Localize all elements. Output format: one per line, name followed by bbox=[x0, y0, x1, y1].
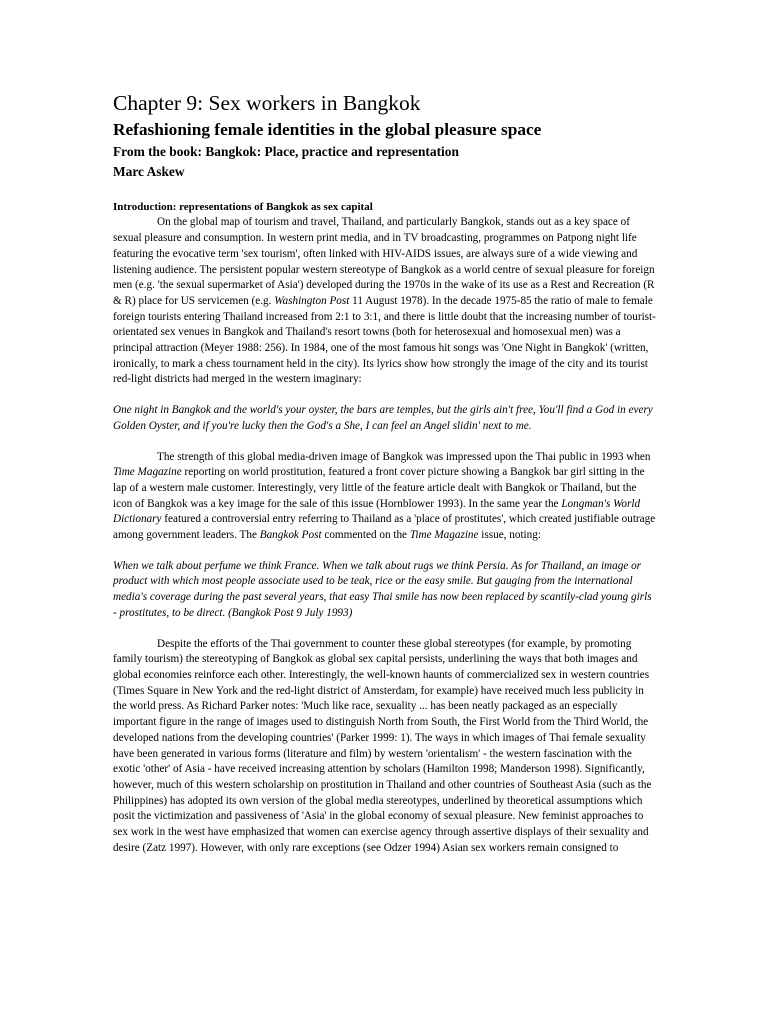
paragraph-1 bbox=[113, 215, 658, 388]
book-source-line: From the book: Bangkok: Place, practice and representation bbox=[113, 144, 459, 159]
paragraph-1-text-b: 11 August 1978). In the decade 1975-85 the ratio of male to female foreign tourists entering Thailand increased from 2:1 to 3:1, and there is little doubt that the increasing number of tourist-orientated sex venues in Bangkok and Thailand's resort towns (both for heterosexual and homosexual men) was a principal attraction (Meyer 1988: 256). In 1984, one of the most famous hit songs was 'One Night in Bangkok' (written, ironically, to mark a chess tournament held in the city). Its lyrics show how strongly the image of the city and its tourist red-light districts had merged in the western imaginary: bbox=[113, 294, 656, 386]
paragraph-1-text-a: On the global map of tourism and travel, Thailand, and particularly Bangkok, stands out as a key space of sexual pleasure and consumption. In western print media, and in TV broadcasting, programmes on Patpong night life featuring the evocative term 'sex tourism', often linked with HIV-AIDS issues, are always sure of a wide viewing and listening audience. The persistent popular western stereotype of Bangkok as a world centre of sexual pleasure for foreign men (e.g. 'the sexual supermarket of Asia') developed during the 1970s in the wake of its use as a Rest and Recreation (R & R) place for US servicemen (e.g. bbox=[113, 216, 655, 307]
paragraph-3: Despite the efforts of the Thai government to counter these global stereotypes (for example, by promoting family tourism) the stereotyping of Bangkok as global sex capital persists, underlining the ways that both images and global economies reinforce each other. Interestingly, the well-known haunts of commercialized sex in western countries (Times Square in New York and the red-light district of Amsterdam, for example) have received much less publicity in the world press. As Richard Parker notes: 'Much like race, sexuality ... has been neatly packaged as an especially important figure in the range of images used to distinguish North from South, the First World from the Third World, the developed nations from the developing countries' (Parker 1999: 1). The ways in which images of Thai female sexuality have been generated in various forms (literature and film) by western 'orientalism' - the western fascination with the exotic 'other' of Asia - have received increasing attention by scholars (Hamilton 1998; Manderson 1998). Significantly, however, much of this western scholarship on prostitution in Thailand and other countries of Southeast Asia (such as the Philippines) has adopted its own version of the global media stereotypes, underlined by theoretical assumptions which posit the victimization and passiveness of 'Asia' in the global economy of sexual pleasure. New feminist approaches to sex work in the west have emphasized that women can exercise agency through assertive displays of their sexuality and desire (Zatz 1997). However, with only rare exceptions (see Odzer 1994) Asian sex workers remain consigned to bbox=[113, 637, 652, 854]
paragraph-2-text-b: reporting on world prostitution, featured a front cover picture showing a Bangkok bar girl sitting in the lap of a western male customer. Interestingly, very little of the feature article dealt with Bangkok or Thailand, but the icon of Bangkok was a key image for the sale of this issue (Hornblower 1993). In the same year the bbox=[113, 466, 645, 510]
song-lyrics-quote: One night in Bangkok and the world's your oyster, the bars are temples, but the girls ain't free, You'll find a God in every Golden Oyster, and if you're lucky then the God's a She, I can feel an Angel slidin' next to me. bbox=[113, 404, 653, 432]
time-magazine-ref: Time Magazine bbox=[113, 466, 182, 479]
paragraph-2-text-d: commented on the bbox=[321, 529, 410, 542]
washington-post-ref: Washington Post bbox=[274, 294, 350, 307]
longmans-dictionary-ref: Longman's World Dictionary bbox=[113, 497, 641, 526]
paragraph-2-text-c: featured a controversial entry referring to Thailand as a 'place of prostitutes', which created justifiable outrage among government leaders. The bbox=[113, 513, 656, 542]
bangkok-post-quote: When we talk about perfume we think France. When we talk about rugs we think Persia. As for Thailand, an image or product with which most people associate used to be teak, rice or the easy smile. But gauging from the international media's coverage during the past several years, that easy Thai smile has now been replaced by scantily-clad young girls - prostitutes, to be direct. (Bangkok Post 9 July 1993) bbox=[113, 559, 652, 619]
chapter-subtitle: Refashioning female identities in the global pleasure space bbox=[113, 120, 542, 139]
section-heading: Introduction: representations of Bangkok as sex capital bbox=[113, 201, 373, 213]
author-name: Marc Askew bbox=[113, 164, 185, 179]
time-magazine-ref-2: Time Magazine bbox=[409, 529, 479, 542]
paragraph-2 bbox=[113, 450, 658, 544]
document-page bbox=[113, 88, 658, 856]
paragraph-2-text-a: The strength of this global media-driven image of Bangkok was impressed upon the Thai public in 1993 when bbox=[157, 450, 651, 463]
bangkok-post-ref: Bangkok Post bbox=[259, 529, 322, 542]
chapter-title: Chapter 9: Sex workers in Bangkok bbox=[113, 91, 421, 115]
paragraph-2-text-e: issue, noting: bbox=[478, 529, 541, 542]
